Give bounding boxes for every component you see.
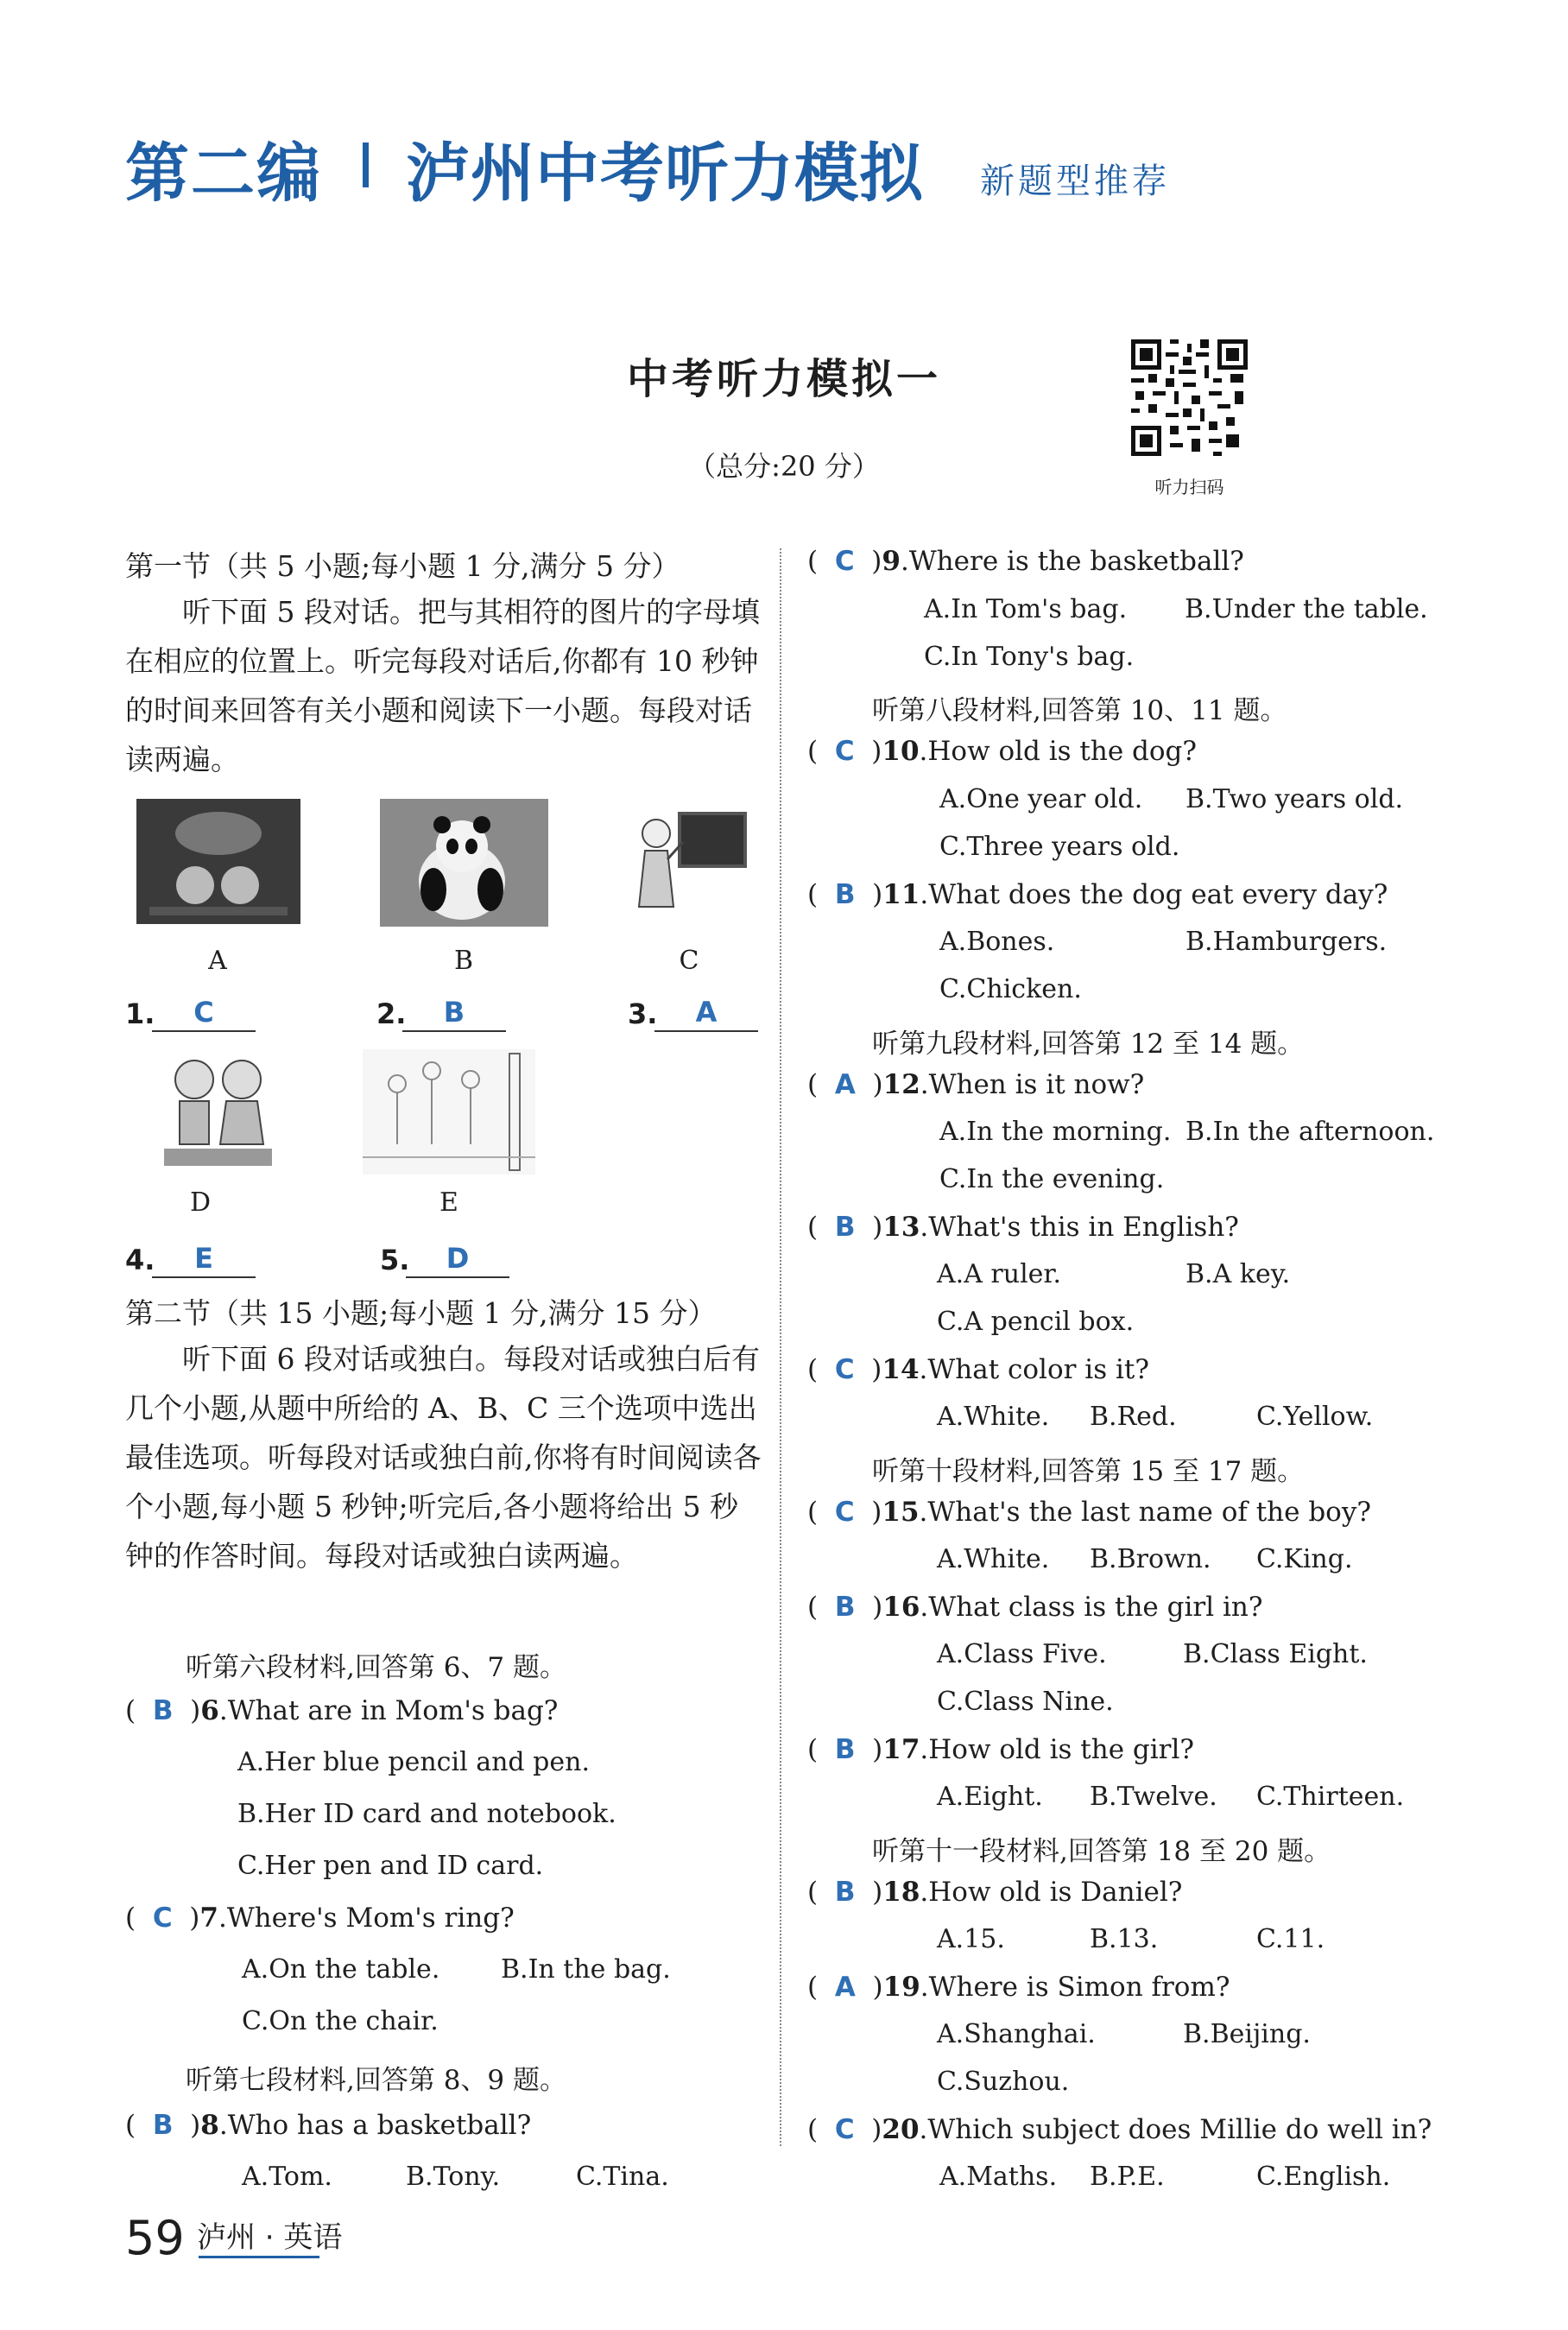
answer-choice[interactable]: B	[152, 2110, 174, 2141]
footer-underline	[199, 2256, 319, 2258]
panda-photo	[380, 799, 548, 927]
question-17: ( B )17.How old is the girl?	[807, 1734, 1195, 1765]
option-a: A.In Tom's bag.	[924, 594, 1128, 624]
qr-code-icon[interactable]	[1131, 339, 1248, 456]
answer-choice[interactable]: B	[834, 1592, 856, 1623]
option-b: B.13.	[1090, 1924, 1159, 1954]
question-19: ( A )19.Where is Simon from?	[807, 1972, 1230, 2003]
option-c: C.A pencil box.	[937, 1307, 1135, 1337]
option-b: B.Hamburgers.	[1185, 927, 1388, 957]
answer-choice[interactable]: C	[834, 1497, 855, 1528]
question-18: ( B )18.How old is Daniel?	[807, 1877, 1183, 1908]
answer-choice[interactable]: B	[834, 1212, 856, 1243]
part-label: 第二编	[125, 136, 322, 211]
option-a: A.On the table.	[242, 1954, 440, 1985]
answer-choice[interactable]: A	[834, 1069, 856, 1100]
picture-label-e: E	[439, 1187, 458, 1218]
option-a: A.Class Five.	[937, 1639, 1107, 1669]
height-measuring-drawing	[363, 1049, 535, 1174]
total-score: （总分:20 分）	[688, 450, 880, 483]
segment-instruction: 听第十段材料,回答第 15 至 17 题。	[872, 1456, 1305, 1487]
answer-blank[interactable]: C	[152, 996, 256, 1032]
picture-label-d: D	[189, 1187, 212, 1218]
picture-label-b: B	[453, 946, 474, 976]
section1-instructions: 听下面 5 段对话。把与其相符的图片的字母填在相应的位置上。听完每段对话后,你都有 10 秒钟的时间来回答有关小题和阅读下一小题。每段对话读两遍。	[125, 595, 760, 776]
footer-label: 泸州 · 英语	[197, 2220, 343, 2255]
option-b: B.P.E.	[1090, 2162, 1165, 2192]
answer-choice[interactable]: C	[834, 736, 855, 767]
option-c: C.King.	[1256, 1544, 1353, 1574]
answer-choice[interactable]: C	[834, 2114, 855, 2145]
question-20: ( C )20.Which subject does Millie do well in?	[807, 2114, 1432, 2145]
option-a: A.Tom.	[242, 2162, 332, 2192]
option-b: B.Under the table.	[1185, 594, 1428, 624]
option-a: A.Shanghai.	[937, 2019, 1096, 2049]
question-16: ( B )16.What class is the girl in?	[807, 1592, 1263, 1623]
option-b: B.Two years old.	[1185, 784, 1404, 814]
option-c: C.On the chair.	[242, 2006, 439, 2036]
option-a: A.Eight.	[937, 1782, 1043, 1812]
question-6: ( B )6.What are in Mom's bag?	[125, 1695, 559, 1726]
chapter-subtitle: 新题型推荐	[980, 161, 1170, 201]
answer-choice[interactable]: C	[834, 546, 855, 577]
option-a: A.15.	[937, 1924, 1005, 1954]
option-c: C.Tina.	[576, 2162, 669, 2192]
option-b: B.Class Eight.	[1183, 1639, 1368, 1669]
question-8: ( B )8.Who has a basketball?	[125, 2110, 532, 2141]
option-a: A.Maths.	[939, 2162, 1058, 2192]
answer-choice[interactable]: B	[834, 879, 856, 910]
option-a: A.In the morning.	[939, 1117, 1172, 1147]
option-b: B.Red.	[1090, 1402, 1177, 1432]
question-10: ( C )10.How old is the dog?	[807, 736, 1198, 767]
option-b: B.A key.	[1185, 1259, 1291, 1289]
question-15: ( C )15.What's the last name of the boy?	[807, 1497, 1371, 1528]
column-divider	[780, 548, 781, 2146]
answer-blank[interactable]: D	[406, 1242, 509, 1278]
option-b: B.Brown.	[1090, 1544, 1211, 1574]
option-c: C.Class Nine.	[937, 1687, 1114, 1717]
question-11: ( B )11.What does the dog eat every day?	[807, 879, 1388, 910]
option-a: A.White.	[937, 1402, 1050, 1432]
answer-blank[interactable]: B	[402, 996, 506, 1032]
blank-number: 5.	[380, 1244, 410, 1276]
test-title: 中考听力模拟一	[626, 355, 941, 403]
answer-blank[interactable]: E	[152, 1242, 256, 1278]
segment-instruction: 听第七段材料,回答第 8、9 题。	[186, 2065, 567, 2096]
answer-choice[interactable]: C	[152, 1903, 173, 1934]
option-b: B.Beijing.	[1183, 2019, 1311, 2049]
option-b: B.In the afternoon.	[1185, 1117, 1435, 1147]
section2-heading: 第二节（共 15 小题;每小题 1 分,满分 15 分）	[125, 1296, 717, 1330]
section1-heading: 第一节（共 5 小题;每小题 1 分,满分 5 分）	[125, 549, 680, 583]
option-c: C.In Tony's bag.	[924, 642, 1135, 672]
answer-choice[interactable]: A	[834, 1972, 856, 2003]
option-c: C.English.	[1256, 2162, 1391, 2192]
question-9: ( C )9.Where is the basketball?	[807, 546, 1244, 577]
answer-choice[interactable]: B	[152, 1695, 174, 1726]
option-a: A.White.	[937, 1544, 1050, 1574]
header-divider	[363, 142, 369, 187]
option-c: C.Chicken.	[939, 974, 1082, 1004]
blank-number: 2.	[376, 997, 407, 1030]
dance-club-photo	[136, 799, 300, 924]
question-12: ( A )12.When is it now?	[807, 1069, 1145, 1100]
answer-blank[interactable]: A	[654, 996, 758, 1032]
option-a: A.Her blue pencil and pen.	[237, 1747, 590, 1777]
blank-number: 3.	[628, 997, 658, 1030]
segment-instruction: 听第六段材料,回答第 6、7 题。	[186, 1652, 567, 1683]
option-b: B.Tony.	[406, 2162, 501, 2192]
question-14: ( C )14.What color is it?	[807, 1354, 1149, 1385]
option-c: C.11.	[1256, 1924, 1325, 1954]
page-number: 59	[125, 2211, 185, 2265]
chapter-title: 泸州中考听力模拟	[406, 136, 924, 211]
question-7: ( C )7.Where's Mom's ring?	[125, 1903, 515, 1934]
option-a: A.A ruler.	[937, 1259, 1061, 1289]
option-c: C.Thirteen.	[1256, 1782, 1405, 1812]
segment-instruction: 听第九段材料,回答第 12 至 14 题。	[872, 1029, 1305, 1060]
option-c: C.Yellow.	[1256, 1402, 1374, 1432]
question-13: ( B )13.What's this in English?	[807, 1212, 1239, 1243]
answer-choice[interactable]: C	[834, 1354, 855, 1385]
two-kids-drawing	[155, 1049, 281, 1174]
option-c: C.In the evening.	[939, 1164, 1165, 1194]
option-c: C.Three years old.	[939, 832, 1180, 862]
option-c: C.Suzhou.	[937, 2067, 1070, 2097]
option-b: B.In the bag.	[501, 1954, 671, 1985]
option-b: B.Twelve.	[1090, 1782, 1217, 1812]
option-a: A.Bones.	[939, 927, 1055, 957]
option-a: A.One year old.	[939, 784, 1143, 814]
blank-number: 1.	[125, 997, 155, 1030]
section2-instructions: 听下面 6 段对话或独白。每段对话或独白后有几个小题,从题中所给的 A、B、C 三个选项中选出最佳选项。听每段对话或独白前,你将有时间阅读各个小题,每小题 5 秒钟;听完后,各小题将给出 5 秒钟的作答时间。每段对话或独白读两遍。	[125, 1342, 762, 1573]
picture-label-a: A	[208, 946, 227, 976]
segment-instruction: 听第八段材料,回答第 10、11 题。	[872, 695, 1287, 726]
answer-choice[interactable]: B	[834, 1734, 856, 1765]
blank-number: 4.	[125, 1244, 155, 1276]
option-b: B.Her ID card and notebook.	[237, 1799, 616, 1829]
teacher-blackboard-drawing	[626, 803, 751, 924]
option-c: C.Her pen and ID card.	[237, 1851, 544, 1881]
picture-label-c: C	[679, 946, 699, 976]
segment-instruction: 听第十一段材料,回答第 18 至 20 题。	[872, 1836, 1331, 1867]
answer-choice[interactable]: B	[834, 1877, 856, 1908]
qr-caption: 听力扫码	[1154, 477, 1224, 497]
